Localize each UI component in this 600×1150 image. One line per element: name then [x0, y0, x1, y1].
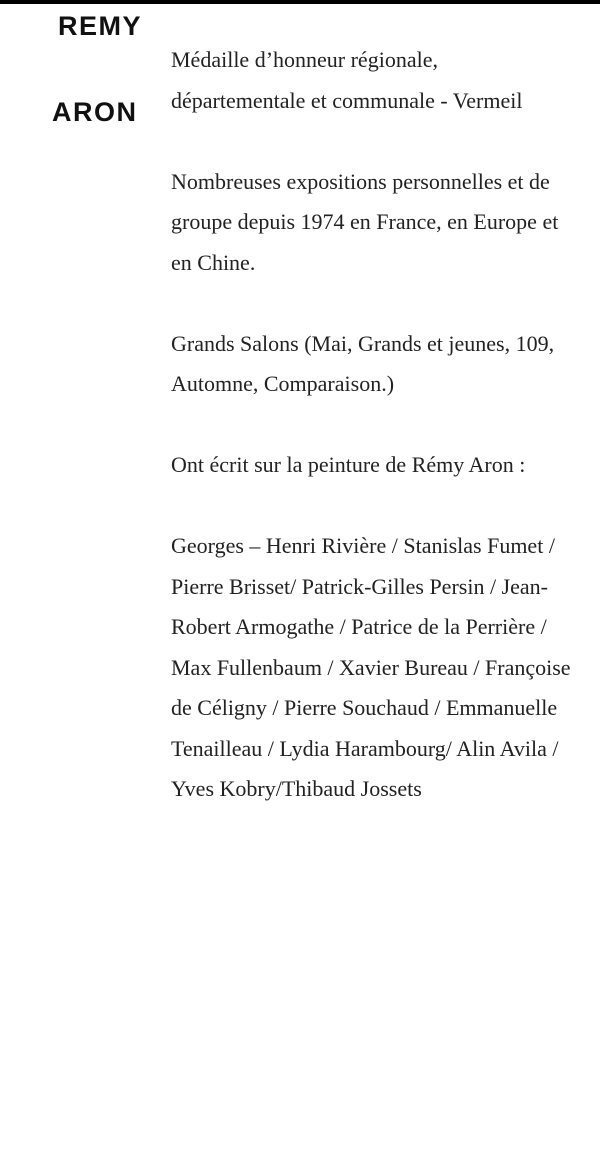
- writers-list-paragraph: Georges – Henri Rivière / Stanislas Fumet / Pierre Brisset/ Patrick-Gilles Persin / Jean-Robert Armogathe / Patrice de la Perrière / Max Fullenbaum / Xavier Bureau / Françoise de Céligny / Pierre Souchaud / Emmanuelle Tenailleau / Lydia Harambourg/ Alin Avila / Yves Kobry/Thibaud Jossets: [171, 533, 571, 801]
- artist-last-name: ARON: [52, 97, 138, 127]
- artist-first-name: REMY: [58, 11, 143, 41]
- top-divider: [0, 0, 600, 4]
- writers-intro-paragraph: Ont écrit sur la peinture de Rémy Aron :: [171, 452, 526, 477]
- biography-text: [171, 40, 571, 810]
- exhibitions-paragraph: Nombreuses expositions personnelles et de groupe depuis 1974 en France, en Europe et en Chine.: [171, 168, 559, 275]
- honors-paragraph: Médaille d’honneur régionale, départementale et communale - Vermeil: [171, 47, 523, 113]
- artist-name-heading: [52, 6, 162, 148]
- salons-paragraph: Grands Salons (Mai, Grands et jeunes, 109, Automne, Comparaison.): [171, 330, 555, 396]
